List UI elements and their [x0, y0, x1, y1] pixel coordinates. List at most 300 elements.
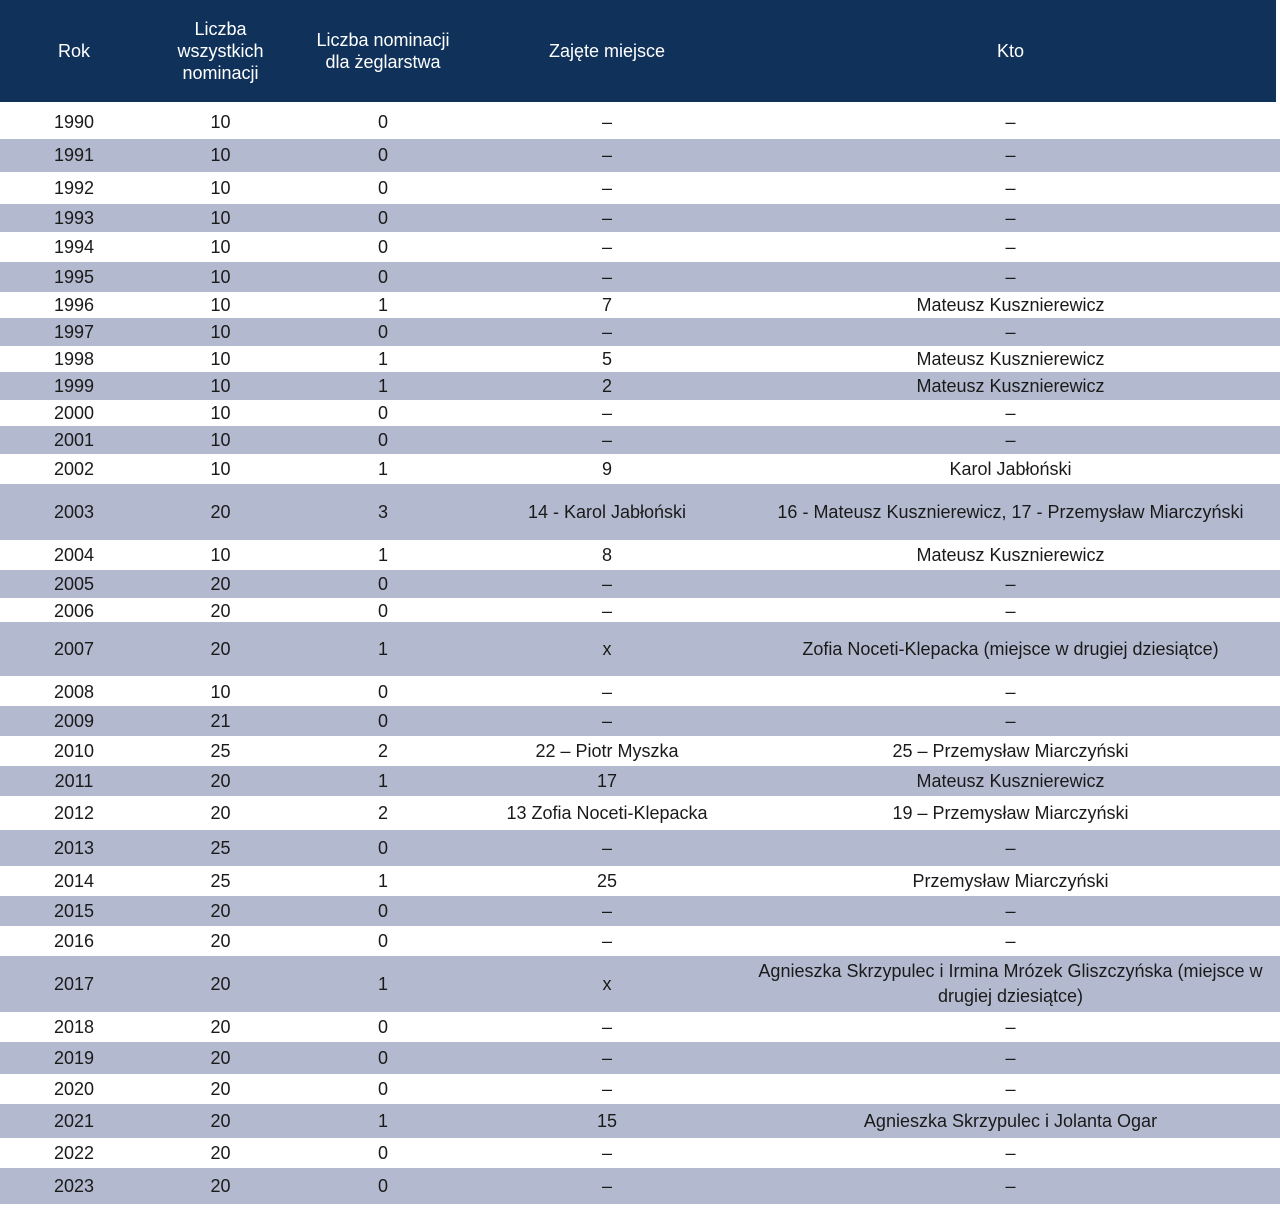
- cell-total-nominations-text: 20: [210, 1047, 231, 1068]
- cell-year: [0, 426, 148, 454]
- cell-sailing-nominations: [293, 1168, 473, 1204]
- cell-year: [0, 926, 148, 956]
- cell-year: [0, 1104, 148, 1138]
- cell-who: [741, 346, 1280, 372]
- cell-year-text: 2001: [53, 429, 95, 450]
- table-row: [0, 454, 1280, 484]
- cell-year: [0, 454, 148, 484]
- table-row: [0, 1138, 1280, 1168]
- cell-place-text: 22 – Piotr Myszka: [535, 740, 679, 761]
- cell-year-text: 1993: [53, 207, 95, 228]
- table-row: [0, 204, 1280, 232]
- cell-year-text: 2003: [53, 501, 95, 522]
- cell-who-text: –: [1005, 681, 1016, 702]
- cell-total-nominations: [148, 318, 293, 346]
- table-row: [0, 678, 1280, 706]
- cell-sailing-nominations: [293, 896, 473, 926]
- cell-total-nominations-text: 10: [210, 402, 231, 423]
- cell-total-nominations-text: 21: [210, 710, 231, 731]
- cell-who: [741, 766, 1280, 796]
- cell-year: [0, 896, 148, 926]
- cell-who-text: –: [1005, 710, 1016, 731]
- cell-total-nominations: [148, 866, 293, 896]
- cell-sailing-nominations-text: 0: [377, 600, 388, 621]
- cell-total-nominations: [148, 540, 293, 570]
- cell-sailing-nominations: [293, 866, 473, 896]
- cell-sailing-nominations-text: 1: [377, 638, 388, 659]
- cell-place-text: x: [602, 638, 612, 659]
- cell-year-text: 2021: [53, 1110, 95, 1131]
- table-row: [0, 346, 1280, 372]
- cell-who: [741, 172, 1280, 204]
- cell-sailing-nominations-text: 0: [377, 1142, 388, 1163]
- cell-total-nominations-text: 10: [210, 321, 231, 342]
- cell-year-text: 2006: [53, 600, 95, 621]
- cell-place: [473, 372, 741, 400]
- cell-place-text: –: [601, 930, 612, 951]
- cell-sailing-nominations: [293, 956, 473, 1012]
- cell-who-text: –: [1005, 321, 1016, 342]
- cell-place-text: –: [601, 321, 612, 342]
- cell-sailing-nominations: [293, 830, 473, 866]
- cell-place: [473, 1104, 741, 1138]
- cell-sailing-nominations-text: 0: [377, 573, 388, 594]
- cell-who: [741, 105, 1280, 139]
- cell-year-text: 2017: [53, 973, 95, 994]
- cell-total-nominations: [148, 172, 293, 204]
- cell-who-text: –: [1005, 1142, 1016, 1163]
- cell-total-nominations: [148, 1012, 293, 1042]
- cell-total-nominations-text: 20: [210, 1016, 231, 1037]
- cell-total-nominations: [148, 678, 293, 706]
- cell-place-text: 9: [601, 458, 612, 479]
- cell-sailing-nominations: [293, 139, 473, 172]
- cell-who-text: –: [1005, 1047, 1016, 1068]
- cell-who-text: Mateusz Kusznierewicz: [916, 348, 1105, 369]
- cell-year: [0, 570, 148, 598]
- cell-year: [0, 172, 148, 204]
- table-row: [0, 622, 1280, 676]
- cell-place-text: –: [601, 402, 612, 423]
- cell-total-nominations: [148, 1138, 293, 1168]
- cell-who: [741, 372, 1280, 400]
- cell-sailing-nominations-text: 0: [377, 1016, 388, 1037]
- table-header: [0, 0, 1276, 102]
- cell-total-nominations-text: 10: [210, 375, 231, 396]
- cell-total-nominations-text: 20: [210, 802, 231, 823]
- cell-sailing-nominations: [293, 1104, 473, 1138]
- cell-sailing-nominations-text: 2: [377, 802, 388, 823]
- cell-who: [741, 262, 1280, 292]
- cell-who: [741, 622, 1280, 676]
- table-row: [0, 956, 1280, 1012]
- cell-year-text: 2005: [53, 573, 95, 594]
- cell-year-text: 2015: [53, 900, 95, 921]
- cell-total-nominations: [148, 622, 293, 676]
- table-row: [0, 540, 1280, 570]
- cell-who: [741, 454, 1280, 484]
- cell-total-nominations-text: 10: [210, 145, 231, 165]
- cell-who-text: Agnieszka Skrzypulec i Jolanta Ogar: [863, 1110, 1158, 1131]
- header-sailing-nominations: Liczba nominacji dla żeglarstwa: [316, 30, 450, 72]
- cell-total-nominations-text: 20: [210, 900, 231, 921]
- cell-who-text: Mateusz Kusznierewicz: [916, 375, 1105, 396]
- cell-who: [741, 540, 1280, 570]
- cell-year: [0, 484, 148, 540]
- table-row: [0, 766, 1280, 796]
- cell-year: [0, 232, 148, 262]
- cell-sailing-nominations-text: 0: [377, 321, 388, 342]
- cell-total-nominations-text: 20: [210, 638, 231, 659]
- cell-sailing-nominations-text: 0: [377, 837, 388, 858]
- cell-sailing-nominations-text: 0: [377, 236, 388, 257]
- cell-total-nominations-text: 20: [210, 1175, 231, 1196]
- cell-year-text: 2013: [53, 837, 95, 858]
- cell-place: [473, 956, 741, 1012]
- cell-place-text: –: [601, 177, 612, 198]
- cell-sailing-nominations: [293, 484, 473, 540]
- cell-place-text: 8: [601, 544, 612, 565]
- cell-place-text: –: [601, 1175, 612, 1196]
- cell-sailing-nominations-text: 3: [377, 501, 388, 522]
- table-row: [0, 139, 1280, 172]
- cell-sailing-nominations-text: 0: [377, 1047, 388, 1068]
- cell-total-nominations-text: 10: [210, 294, 231, 315]
- cell-place: [473, 570, 741, 598]
- cell-who-text: –: [1005, 900, 1016, 921]
- cell-who-text: –: [1005, 429, 1016, 450]
- cell-sailing-nominations-text: 0: [377, 710, 388, 731]
- cell-who-text: Zofia Noceti-Klepacka (miejsce w drugiej dziesiątce): [802, 638, 1219, 659]
- cell-year-text: 2020: [53, 1078, 95, 1099]
- cell-place-text: –: [601, 207, 612, 228]
- cell-who: [741, 1138, 1280, 1168]
- cell-place: [473, 1168, 741, 1204]
- cell-year: [0, 262, 148, 292]
- cell-who-text: –: [1005, 236, 1016, 257]
- cell-place: [473, 866, 741, 896]
- cell-year-text: 1990: [53, 111, 95, 132]
- cell-place-text: –: [601, 429, 612, 450]
- cell-who-text: –: [1005, 1078, 1016, 1099]
- cell-who-text: –: [1005, 402, 1016, 423]
- cell-year-text: 2012: [53, 802, 95, 823]
- cell-place-text: 7: [601, 294, 612, 315]
- cell-place: [473, 400, 741, 426]
- header-total-nominations: Liczba wszystkich nominacji: [177, 19, 264, 83]
- cell-sailing-nominations: [293, 372, 473, 400]
- cell-place-text: –: [601, 1047, 612, 1068]
- cell-who: [741, 292, 1280, 318]
- cell-place-text: –: [601, 573, 612, 594]
- cell-total-nominations-text: 25: [210, 870, 231, 891]
- cell-total-nominations: [148, 1168, 293, 1204]
- cell-place-text: –: [601, 600, 612, 621]
- cell-place: [473, 172, 741, 204]
- cell-year-text: 1996: [53, 294, 95, 315]
- cell-year: [0, 622, 148, 676]
- cell-total-nominations: [148, 204, 293, 232]
- cell-who: [741, 1104, 1280, 1138]
- cell-year: [0, 204, 148, 232]
- cell-who: [741, 866, 1280, 896]
- cell-sailing-nominations: [293, 1138, 473, 1168]
- cell-year: [0, 1042, 148, 1074]
- table-row: [0, 926, 1280, 956]
- cell-total-nominations-text: 20: [210, 1078, 231, 1099]
- cell-who: [741, 736, 1280, 766]
- table-row: [0, 232, 1280, 262]
- cell-total-nominations: [148, 896, 293, 926]
- cell-sailing-nominations: [293, 706, 473, 736]
- cell-place-text: –: [601, 1078, 612, 1099]
- cell-total-nominations-text: 25: [210, 740, 231, 761]
- cell-place: [473, 292, 741, 318]
- cell-total-nominations: [148, 598, 293, 624]
- cell-total-nominations: [148, 706, 293, 736]
- cell-place: [473, 484, 741, 540]
- cell-sailing-nominations-text: 1: [377, 770, 388, 791]
- cell-who-text: –: [1005, 111, 1016, 132]
- cell-place: [473, 896, 741, 926]
- cell-year: [0, 400, 148, 426]
- cell-who-text: 19 – Przemysław Miarczyński: [892, 802, 1129, 823]
- cell-sailing-nominations: [293, 454, 473, 484]
- cell-year: [0, 1138, 148, 1168]
- cell-year-text: 2011: [54, 770, 94, 791]
- cell-sailing-nominations: [293, 540, 473, 570]
- cell-sailing-nominations: [293, 736, 473, 766]
- header-who: Kto: [996, 41, 1025, 61]
- cell-total-nominations: [148, 400, 293, 426]
- cell-place-text: –: [601, 710, 612, 731]
- table-row: [0, 372, 1280, 400]
- table-row: [0, 262, 1280, 292]
- cell-who-text: Mateusz Kusznierewicz: [916, 770, 1105, 791]
- cell-place: [473, 706, 741, 736]
- cell-place: [473, 318, 741, 346]
- cell-year-text: 1997: [53, 321, 95, 342]
- cell-total-nominations: [148, 105, 293, 139]
- cell-who: [741, 139, 1280, 172]
- table-row: [0, 400, 1280, 426]
- table-row: [0, 896, 1280, 926]
- cell-who-text: 25 – Przemysław Miarczyński: [892, 740, 1129, 761]
- cell-total-nominations: [148, 926, 293, 956]
- cell-total-nominations: [148, 346, 293, 372]
- cell-year-text: 1998: [53, 348, 95, 369]
- table-row: [0, 292, 1280, 318]
- cell-who-text: –: [1005, 1175, 1016, 1196]
- cell-sailing-nominations-text: 0: [377, 429, 388, 450]
- cell-sailing-nominations: [293, 766, 473, 796]
- cell-year-text: 2000: [53, 402, 95, 423]
- cell-sailing-nominations-text: 1: [377, 348, 388, 369]
- cell-who: [741, 706, 1280, 736]
- cell-place-text: –: [601, 145, 612, 165]
- cell-who: [741, 830, 1280, 866]
- cell-sailing-nominations: [293, 926, 473, 956]
- cell-sailing-nominations: [293, 262, 473, 292]
- cell-total-nominations: [148, 796, 293, 830]
- cell-place-text: 15: [596, 1110, 618, 1131]
- cell-total-nominations: [148, 766, 293, 796]
- cell-place-text: –: [601, 236, 612, 257]
- cell-year: [0, 830, 148, 866]
- cell-sailing-nominations-text: 1: [377, 973, 388, 994]
- cell-sailing-nominations: [293, 204, 473, 232]
- cell-who: [741, 1042, 1280, 1074]
- cell-year: [0, 346, 148, 372]
- cell-place: [473, 204, 741, 232]
- cell-year: [0, 736, 148, 766]
- cell-year: [0, 139, 148, 172]
- header-place: Zajęte miejsce: [548, 41, 666, 61]
- cell-who: [741, 204, 1280, 232]
- cell-who: [741, 232, 1280, 262]
- cell-year-text: 2022: [53, 1142, 95, 1163]
- cell-total-nominations-text: 20: [210, 1142, 231, 1163]
- cell-sailing-nominations-text: 1: [377, 375, 388, 396]
- cell-place-text: –: [601, 266, 612, 287]
- cell-year: [0, 598, 148, 624]
- cell-sailing-nominations: [293, 346, 473, 372]
- cell-year-text: 1994: [53, 236, 95, 257]
- cell-place: [473, 766, 741, 796]
- cell-who-text: –: [1005, 573, 1016, 594]
- cell-year-text: 2010: [53, 740, 95, 761]
- cell-place: [473, 540, 741, 570]
- cell-year-text: 1992: [53, 177, 95, 198]
- cell-sailing-nominations-text: 0: [377, 1175, 388, 1196]
- cell-year: [0, 796, 148, 830]
- cell-sailing-nominations-text: 0: [377, 402, 388, 423]
- cell-who: [741, 896, 1280, 926]
- cell-place: [473, 622, 741, 676]
- cell-year-text: 2018: [53, 1016, 95, 1037]
- cell-who-text: –: [1005, 600, 1016, 621]
- cell-sailing-nominations: [293, 598, 473, 624]
- cell-year: [0, 292, 148, 318]
- cell-place: [473, 1138, 741, 1168]
- cell-total-nominations: [148, 262, 293, 292]
- cell-who-text: Karol Jabłoński: [949, 458, 1072, 479]
- cell-place: [473, 736, 741, 766]
- table-row: [0, 1168, 1280, 1204]
- cell-who: [741, 1168, 1280, 1204]
- cell-sailing-nominations-text: 0: [377, 145, 388, 165]
- cell-who-text: –: [1005, 177, 1016, 198]
- cell-sailing-nominations-text: 1: [377, 294, 388, 315]
- cell-total-nominations-text: 20: [210, 1110, 231, 1131]
- cell-sailing-nominations-text: 1: [377, 544, 388, 565]
- cell-sailing-nominations-text: 0: [377, 681, 388, 702]
- cell-total-nominations: [148, 372, 293, 400]
- cell-who-text: Mateusz Kusznierewicz: [916, 544, 1105, 565]
- cell-who-text: Przemysław Miarczyński: [912, 870, 1109, 891]
- table-row: [0, 736, 1280, 766]
- cell-place: [473, 346, 741, 372]
- cell-year: [0, 372, 148, 400]
- cell-total-nominations-text: 20: [210, 573, 231, 594]
- cell-sailing-nominations: [293, 796, 473, 830]
- cell-sailing-nominations: [293, 570, 473, 598]
- cell-sailing-nominations: [293, 426, 473, 454]
- cell-who-text: –: [1005, 266, 1016, 287]
- cell-sailing-nominations: [293, 1074, 473, 1104]
- cell-total-nominations: [148, 736, 293, 766]
- cell-total-nominations-text: 20: [210, 973, 231, 994]
- cell-total-nominations-text: 20: [210, 770, 231, 791]
- cell-year: [0, 1168, 148, 1204]
- cell-place-text: –: [601, 681, 612, 702]
- cell-year: [0, 866, 148, 896]
- cell-place-text: 13 Zofia Noceti-Klepacka: [506, 802, 708, 823]
- table-row: [0, 706, 1280, 736]
- cell-year: [0, 105, 148, 139]
- cell-place: [473, 796, 741, 830]
- cell-place-text: 2: [601, 375, 612, 396]
- header-rok: Rok: [57, 41, 90, 61]
- cell-place-text: 25: [596, 870, 618, 891]
- cell-year-text: 1995: [53, 266, 95, 287]
- cell-year: [0, 678, 148, 706]
- cell-sailing-nominations-text: 0: [377, 111, 388, 132]
- cell-sailing-nominations-text: 1: [377, 458, 388, 479]
- cell-total-nominations: [148, 484, 293, 540]
- cell-total-nominations-text: 10: [210, 177, 231, 198]
- table-row: [0, 866, 1280, 896]
- table-row: [0, 484, 1280, 540]
- cell-who-text: –: [1005, 207, 1016, 228]
- cell-total-nominations: [148, 454, 293, 484]
- cell-year: [0, 706, 148, 736]
- cell-total-nominations-text: 20: [210, 501, 231, 522]
- cell-who-text: –: [1005, 837, 1016, 858]
- cell-sailing-nominations-text: 0: [377, 930, 388, 951]
- cell-total-nominations-text: 10: [210, 458, 231, 479]
- cell-who: [741, 598, 1280, 624]
- cell-sailing-nominations: [293, 232, 473, 262]
- table-row: [0, 1074, 1280, 1104]
- cell-sailing-nominations: [293, 105, 473, 139]
- cell-place-text: 17: [596, 770, 618, 791]
- cell-sailing-nominations: [293, 622, 473, 676]
- cell-place: [473, 105, 741, 139]
- cell-total-nominations: [148, 956, 293, 1012]
- cell-place: [473, 678, 741, 706]
- cell-place: [473, 139, 741, 172]
- cell-year-text: 2014: [53, 870, 95, 891]
- cell-year-text: 2002: [53, 458, 95, 479]
- cell-total-nominations-text: 10: [210, 236, 231, 257]
- cell-total-nominations: [148, 570, 293, 598]
- table-row: [0, 318, 1280, 346]
- table-row: [0, 105, 1280, 139]
- cell-total-nominations: [148, 426, 293, 454]
- cell-total-nominations: [148, 1104, 293, 1138]
- cell-who: [741, 1012, 1280, 1042]
- cell-who-text: –: [1005, 930, 1016, 951]
- cell-total-nominations-text: 10: [210, 544, 231, 565]
- cell-sailing-nominations-text: 0: [377, 1078, 388, 1099]
- cell-place: [473, 1042, 741, 1074]
- cell-place-text: –: [601, 1016, 612, 1037]
- table-row: [0, 570, 1280, 598]
- cell-sailing-nominations: [293, 172, 473, 204]
- cell-sailing-nominations-text: 0: [377, 177, 388, 198]
- cell-who: [741, 318, 1280, 346]
